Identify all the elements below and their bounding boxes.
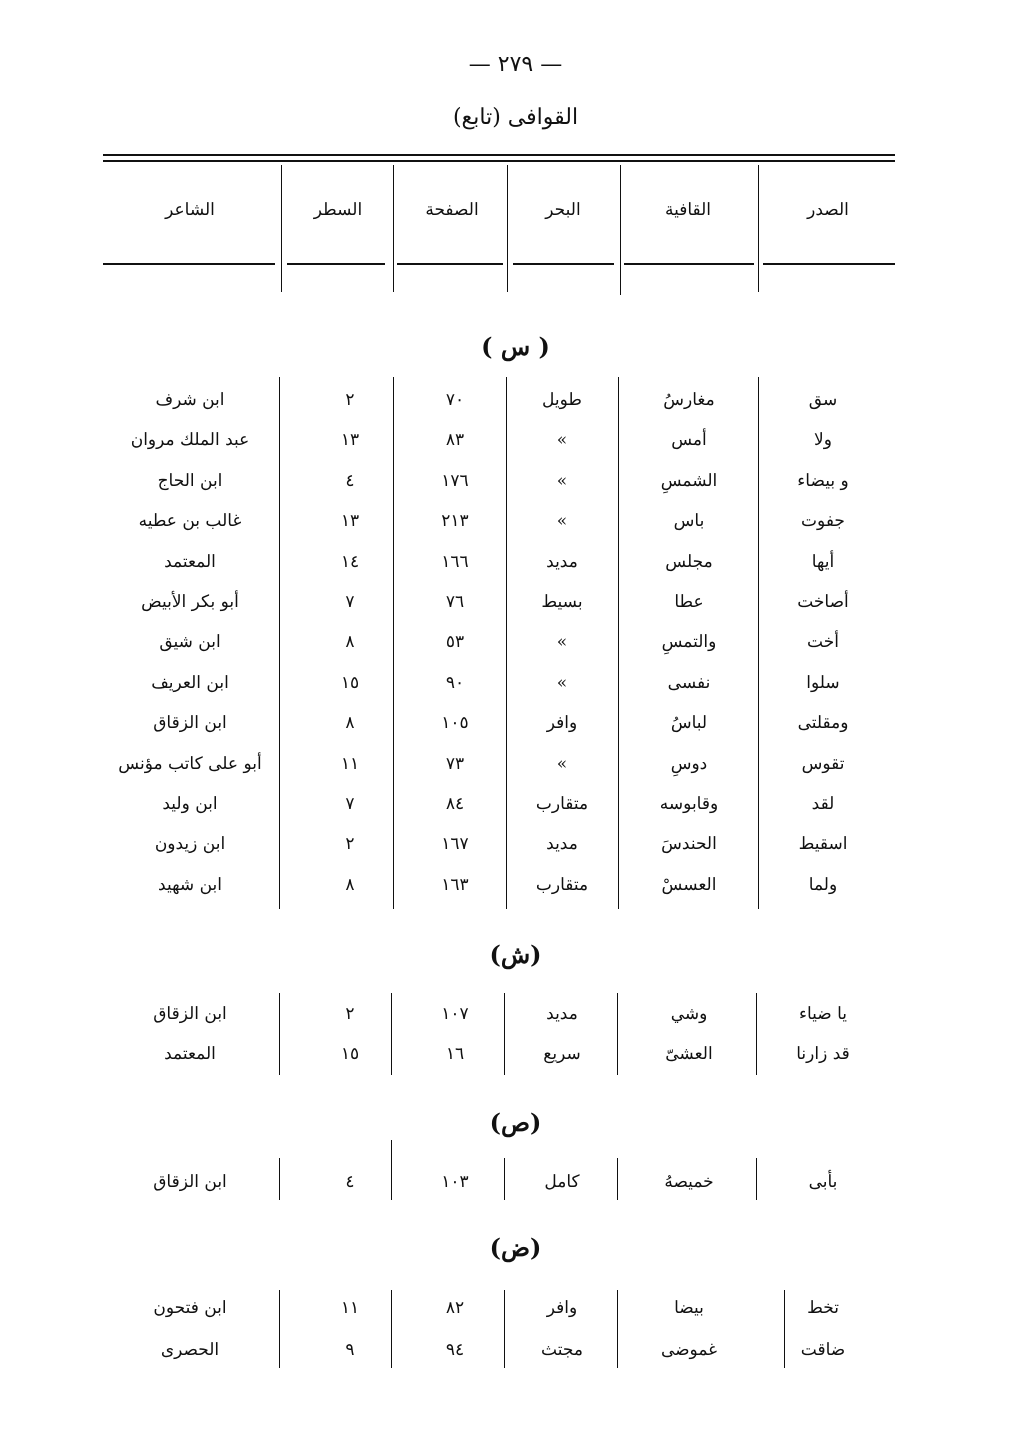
cell-rhyme: العشىّ <box>665 1044 713 1064</box>
column-divider <box>756 993 757 1075</box>
cell-page: ١٦ <box>445 1044 465 1064</box>
header-rhyme: القافية <box>664 200 712 220</box>
cell-opening: بأبى <box>808 1172 838 1192</box>
header-rule <box>624 263 754 265</box>
cell-meter: » <box>556 632 568 652</box>
cell-opening: تخط <box>807 1298 839 1318</box>
cell-page: ١٦٦ <box>441 552 469 572</box>
cell-poet: ابن الزقاق <box>153 1004 227 1024</box>
cell-opening: أخت <box>807 632 839 652</box>
cell-page: ١٠٥ <box>441 713 469 733</box>
cell-rhyme: الحندسَ <box>661 834 717 854</box>
cell-poet: المعتمد <box>164 1044 216 1064</box>
cell-poet: المعتمد <box>164 552 216 572</box>
cell-rhyme: أمس <box>671 430 707 450</box>
cell-page: ١٠٧ <box>441 1004 469 1024</box>
header-poet: الشاعر <box>165 200 215 220</box>
header-rule <box>287 263 385 265</box>
cell-rhyme: خميصهُ <box>664 1172 714 1192</box>
cell-meter: » <box>556 754 568 774</box>
cell-meter: » <box>556 673 568 693</box>
cell-page: ٩٠ <box>445 673 465 693</box>
cell-line: ٢ <box>345 390 355 410</box>
cell-rhyme: عطا <box>674 592 704 612</box>
section-heading-shin: (ش) <box>489 940 542 969</box>
cell-meter: » <box>556 511 568 531</box>
cell-line: ٨ <box>345 713 355 733</box>
cell-poet: ابن وليد <box>162 794 218 814</box>
cell-opening: أيها <box>811 552 835 572</box>
cell-page: ٧٦ <box>445 592 465 612</box>
cell-poet: ابن شهيد <box>158 875 222 895</box>
cell-page: ٢١٣ <box>441 511 469 531</box>
top-rule <box>103 154 895 156</box>
cell-poet: أبو على كاتب مؤنس <box>118 754 262 774</box>
cell-rhyme: الشمسِ <box>660 471 718 491</box>
cell-opening: لقد <box>811 794 835 814</box>
cell-rhyme: مغارسُ <box>663 390 715 410</box>
cell-rhyme: باس <box>673 511 705 531</box>
cell-rhyme: وقابوسه <box>659 794 719 814</box>
cell-page: ٥٣ <box>445 632 465 652</box>
cell-opening: ومقلتى <box>797 713 849 733</box>
column-divider <box>393 165 394 292</box>
top-rule-2 <box>103 160 895 162</box>
cell-line: ٤ <box>345 471 355 491</box>
section-heading-dad: (ض) <box>489 1233 542 1262</box>
cell-line: ١٣ <box>340 511 360 531</box>
column-divider <box>391 1290 392 1368</box>
cell-page: ١٠٣ <box>441 1172 469 1192</box>
cell-line: ٩ <box>345 1340 355 1360</box>
section-heading-sad: (ص) <box>489 1108 542 1137</box>
header-rule <box>513 263 614 265</box>
cell-opening: قد زارنا <box>796 1044 850 1064</box>
cell-opening: يا ضياء <box>798 1004 848 1024</box>
cell-poet: غالب بن عطيه <box>138 511 242 531</box>
column-divider <box>618 377 619 909</box>
column-divider <box>281 165 282 292</box>
header-rule <box>103 263 275 265</box>
cell-poet: ابن الزقاق <box>153 1172 227 1192</box>
cell-opening: و بيضاء <box>797 471 849 491</box>
cell-meter: متقارب <box>535 794 589 814</box>
column-divider <box>506 377 507 909</box>
cell-opening: اسقيط <box>798 834 848 854</box>
cell-meter: بسيط <box>541 592 583 612</box>
cell-line: ١٥ <box>340 673 360 693</box>
cell-page: ١٧٦ <box>441 471 469 491</box>
cell-rhyme: نفسى <box>667 673 711 693</box>
column-divider <box>617 1290 618 1368</box>
cell-poet: عبد الملك مروان <box>130 430 250 450</box>
cell-poet: ابن شيق <box>159 632 221 652</box>
column-divider <box>617 1158 618 1200</box>
cell-poet: ابن الزقاق <box>153 713 227 733</box>
cell-meter: مجتث <box>541 1340 583 1360</box>
cell-line: ٢ <box>345 834 355 854</box>
cell-rhyme: بيضا <box>674 1298 704 1318</box>
page-title: (تابع) القوافى <box>452 105 579 130</box>
cell-meter: » <box>556 471 568 491</box>
cell-rhyme: وشي <box>670 1004 708 1024</box>
cell-meter: مديد <box>546 834 578 854</box>
column-divider <box>504 993 505 1075</box>
cell-meter: سريع <box>543 1044 581 1064</box>
header-opening: الصدر <box>807 200 849 220</box>
column-divider <box>504 1158 505 1200</box>
cell-page: ٧٣ <box>445 754 465 774</box>
cell-poet: ابن فتحون <box>153 1298 227 1318</box>
page-number: — ٢٧٩ — <box>468 52 563 77</box>
cell-poet: الحصرى <box>160 1340 220 1360</box>
cell-meter: مديد <box>546 1004 578 1024</box>
column-divider <box>620 165 621 295</box>
column-divider <box>617 993 618 1075</box>
cell-opening: ضاقت <box>800 1340 846 1360</box>
cell-opening: ولا <box>814 430 832 450</box>
cell-rhyme: لباسُ <box>670 713 708 733</box>
column-divider <box>756 1158 757 1200</box>
cell-page: ١٦٧ <box>441 834 469 854</box>
section-heading-sin: ( س ) <box>481 332 550 361</box>
cell-line: ١٤ <box>340 552 360 572</box>
cell-meter: وافر <box>546 713 578 733</box>
cell-poet: ابن الحاج <box>157 471 223 491</box>
cell-rhyme: دوسِ <box>670 754 708 774</box>
cell-line: ١١ <box>340 754 360 774</box>
header-rule <box>763 263 895 265</box>
cell-line: ٧ <box>345 794 355 814</box>
cell-line: ٨ <box>345 632 355 652</box>
column-divider <box>391 1140 392 1200</box>
cell-meter: » <box>556 430 568 450</box>
cell-rhyme: غموضى <box>660 1340 718 1360</box>
cell-rhyme: العسسْ <box>661 875 717 895</box>
cell-page: ٨٤ <box>445 794 465 814</box>
cell-line: ٨ <box>345 875 355 895</box>
cell-page: ١٦٣ <box>441 875 469 895</box>
header-page: الصفحة <box>425 200 479 220</box>
cell-meter: مديد <box>546 552 578 572</box>
cell-line: ٢ <box>345 1004 355 1024</box>
column-divider <box>758 377 759 909</box>
cell-page: ٩٤ <box>445 1340 465 1360</box>
cell-rhyme: والتمسِ <box>661 632 717 652</box>
header-line: السطر <box>313 200 363 220</box>
cell-opening: سلوا <box>806 673 840 693</box>
column-divider <box>393 377 394 909</box>
cell-poet: ابن العريف <box>151 673 229 693</box>
header-rule <box>397 263 503 265</box>
cell-opening: تقوس <box>801 754 845 774</box>
column-divider <box>504 1290 505 1368</box>
cell-rhyme: مجلس <box>665 552 713 572</box>
cell-line: ١١ <box>340 1298 360 1318</box>
cell-poet: ابن شرف <box>155 390 225 410</box>
cell-meter: وافر <box>546 1298 578 1318</box>
cell-meter: كامل <box>544 1172 580 1192</box>
cell-line: ٧ <box>345 592 355 612</box>
header-meter: البحر <box>545 200 581 220</box>
cell-meter: متقارب <box>535 875 589 895</box>
cell-page: ٨٣ <box>445 430 465 450</box>
cell-poet: ابن زيدون <box>154 834 226 854</box>
cell-poet: أبو بكر الأبيض <box>141 592 239 612</box>
column-divider <box>507 165 508 292</box>
cell-opening: جفوت <box>801 511 845 531</box>
column-divider <box>391 993 392 1075</box>
cell-meter: طويل <box>542 390 582 410</box>
cell-opening: أصاخت <box>797 592 849 612</box>
cell-opening: ولما <box>808 875 838 895</box>
cell-line: ٤ <box>345 1172 355 1192</box>
cell-line: ١٥ <box>340 1044 360 1064</box>
cell-opening: سق <box>808 390 838 410</box>
column-divider <box>758 165 759 292</box>
cell-page: ٨٢ <box>445 1298 465 1318</box>
cell-page: ٧٠ <box>445 390 465 410</box>
cell-line: ١٣ <box>340 430 360 450</box>
